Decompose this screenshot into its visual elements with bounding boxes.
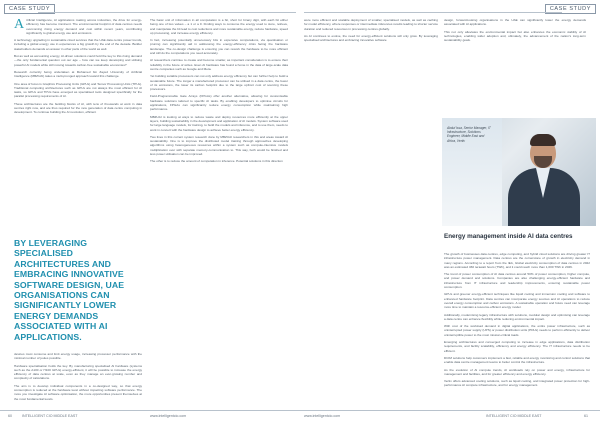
top-rule [304,12,562,13]
paragraph: Research currently being undertaken at Mohamed bin Zayed University of Artificial Intelligence (MBZUAI) takes a multi-pronged approach toward this challenge. [14,69,142,79]
paragraph: DCIM solutions help customers implement a fast, reliable and energy monitoring and control solutions that enable data centre management teams to better control the infrastructure. [444,355,590,365]
left-column-1-bottom [14,352,142,404]
publication-name: INTELLIGENT CIO MIDDLE EAST [22,414,78,418]
case-study-tag: CASE STUDY [545,4,596,14]
right-column-2 [444,18,586,45]
paragraph: AI researchers continue to create and become smaller, as important consideration is to ensure their reliability in the future of writes. Even AI hardware has found a home in the data of large-scale data centre companies such as Google and Meta. [150,58,288,71]
paragraph: The trend of power consumption of AI data centres around 50% of power consumption, higher compute, and power demand and solutions. Companies are also challenging energy-efficient hardware and infrastructure from IT infrastructure and leadership improvements, ensuring sustainable power consumption. [444,272,590,290]
paragraph: Field-Programmable Gate Arrays (FPGAs) offer another alternative, allowing for customisable hardware solutions tailored to specific AI tasks. By enabling developers to optimise circuits for applications, FPGAs can significantly reduce energy consumption while maintaining high performance. [150,94,288,112]
paragraph: As the evolution of AI compute trends, AI workloads rely on power and energy, infrastructure for management and facilities, and for greater efficiency and energy efficiency. [444,367,590,376]
paragraph: In fact, increasing potentially unnecessary bits in expensive computations, via quantisation or pruning can significantly aid in addressing the energy-efficiency crisis facing the hardware landscape. The co-design challenge is ensuring you can rework the hardware to be more efficient and still do the computations you need accurately. [150,38,288,56]
publication-name: INTELLIGENT CIO MIDDLE EAST [486,414,542,418]
paragraph: were more efficient and scalable deployment of smaller, specialised models, as well as caching for model efficiency, where responses or intermediate inferences results leading to shorter service duration and reduced resources in processing centres globally. [304,18,438,31]
right-column-3 [444,252,590,391]
paragraph: These architectures are the building blocks of AI, with tens of thousands at work in data centres right now, and are thus required for the new generation of data centre computing in development. To continue building the AI revolution, efficient [14,101,142,115]
footer [0,410,300,421]
right-column-1 [304,18,438,45]
page-number: 60 [8,414,12,418]
paragraph: The other is to reduce the amount of computation in inference. Potential solutions in this direction [150,159,283,164]
drop-cap: A [14,17,25,32]
photo-caption: Abdul Issa, Senior Manager, IT Infrastructure, Solutions Engineer, Middle East and Africa, Vertiv [447,126,491,143]
paragraph: Additionally, modernising legacy infrastructure with solutions, modular design and optimising can leverage a data centre can enhance flexibility while reducing environmental impact. [444,312,590,321]
paragraph: One area of focus is Graphics Processing Units (GPUs) and Tensor Processing Units (TPUs). Traditional computing architectures such as GPUs are not always the most efficient for AI tasks, so GPUs and TPUs have emerged as specialised tools designed specifically for the parallel processing requirements of AI. [14,81,142,99]
paragraph: Vertiv offers advanced cooling solutions, such as liquid cooling, and integrated power protection for high-performance AI compute infrastructure, and for energy management. [444,379,590,388]
pull-quote: BY LEVERAGING SPECIALISED ARCHITECTURES AND EMBRACING INNOVATIVE SOFTWARE DESIGN, UAE ORGANISATIONS CAN SIGNIFICANTLY LOWER ENERGY DEMANDS ASSOCIATED WITH AI APPLICATIONS. [14,238,125,342]
paragraph: But as well as accounting energy, AI-driven solutions could hold the key to this rising demand—the only fundamental question out our age – how can we keep developing and utilising powerful AI models while still moving towards carbon-free sustainable economies? [14,54,142,67]
paragraph: MBZUAI is looking at ways to reduce waste and deploy resources more efficiently at the upper layers, building sustainability in the development and application of AI models. System software used for large language models, for training, to build the models and inference, and to use them, needs to work in concert with the hardware design to achieve better energy efficiency. [150,114,288,132]
paragraph: GPUs and greener energy-efficient techniques like liquid cooling and immersion cooling and software to enhanced hardware footprint. Data centres can incorporate energy sources and AI operations to reduce overall energy consumption and carbon emissions. A sustainable operation and future need can leverage more time to maintain a resource-efficient energy model. [444,292,590,310]
website-link[interactable]: www.intelligentcio.com [304,414,341,418]
paragraph: devices must consume and limit energy usage, increasing processor performance with the minimal number of joules possible. [14,352,142,361]
paragraph: design, forward-looking organisations in the UAE can significantly lower the energy demands associated with AI applications. [444,18,586,27]
paragraph: With cost of the workload demand in digital applications, the entire power infrastructure, such as uninterrupted power supply (UPS) or power distribution units (PDUs) needs to perform efficiently to deliver uninterruptible power to the most mission-critical loads. [444,324,590,337]
paragraph: This not only alleviates the environmental impact but also enhances the economic viability of AI technologies, enabling wider adoption and, ultimately, the advancement of the nation's long-term sustainability goals. [444,29,586,43]
website-link[interactable]: www.intelligentcio.com [150,414,187,418]
paragraph: Yet building suitable processors can not only address energy efficiency but can further help to build a sustainable future. The longer a manufactured processor can be utilised in a data centre, the fewer of its emissions, the lower its carbon footprint due to the large upfront cost of sourcing these processors. [150,74,288,92]
footer [300,410,600,421]
left-column-1 [14,18,142,118]
paragraph: The aim is to develop individual components in a co-designed way, so that energy consumption is reduced at the hardware level without impacting software performance. The more you investigate AI software optimisation, the more opportunities present themselves at the most fundamental levels. [14,383,142,401]
paragraph: The basic unit of information in all computation is a bit, short for binary digit, with each bit either being one of two values – a 1 or a 0. Finding ways to consume the energy used to store, retrieve, and manipulate the bit lead to cost reductions and more sustainable energy, reduce hardware, speed up processing, and increase energy efficiency. [150,18,288,35]
paragraph: A technology upgrading in sustainable cloud services that the UAE data centre power trends, including a global energy use in experiences a big growth by the end of the decade. Builder stakeholders demands an answer in other parts of the world as well. [14,38,142,51]
right-page [300,0,600,424]
case-study-tag: CASE STUDY [4,4,55,14]
page-number: 61 [584,414,588,418]
section-subhead: Energy management inside AI data centres [444,233,573,240]
paragraph: The growth of businesses data centres, edge computing, and hybrid cloud solutions are driving greater IT infrastructure power management. Data centres are the cornerstone of growth in electricity demand in many regions. According to a report from the IEA, Global electricity consumption of data centres in 2022 was an estimated 460 terawatt hours (TWh), and it could reach more than 1,000 TWh in 2026. [444,252,590,269]
paragraph: rtificial Intelligence, AI applications making across industries, the drive for energy-efficiency has become imminent. The environmental footprint of data centres needs overcoming rising energy demand and cost within recent years, contributing significantly to global energy use and emissions. [26,18,142,35]
left-column-2 [150,18,288,167]
top-rule [38,12,296,13]
paragraph: Hardware specialisation holds the key. By manufacturing specialised AI hardware (systems such as the A100 or H100 GPUs) energy-efficient, it will be possible to increase the energy efficiency of data centres at scale, even as they manage an ever-growing number and complexity of calculations. [14,363,142,381]
paragraph: Two lines in this current system research done by MBZUAI researchers in this and areas toward AI sustainability. One is to improve the distributed model training through approaches developing algorithms using heterogeneous resources within a system such as compute-intensive models multiplication over with separate memory-communication to. This way, both would be finished and less power utilisation can be improved. [150,134,288,157]
paragraph: Emerging architectures and converged computing to increase in edge applications, data distribution requirements, and facility scalability, efficiency and energy efficiency. The IT infrastructure needs to be efficient. [444,340,590,353]
paragraph: As AI continues to evolve, the need for energy-efficient solutions will only grow. By leveraging specialised architectures and embracing innovative software [304,33,438,43]
